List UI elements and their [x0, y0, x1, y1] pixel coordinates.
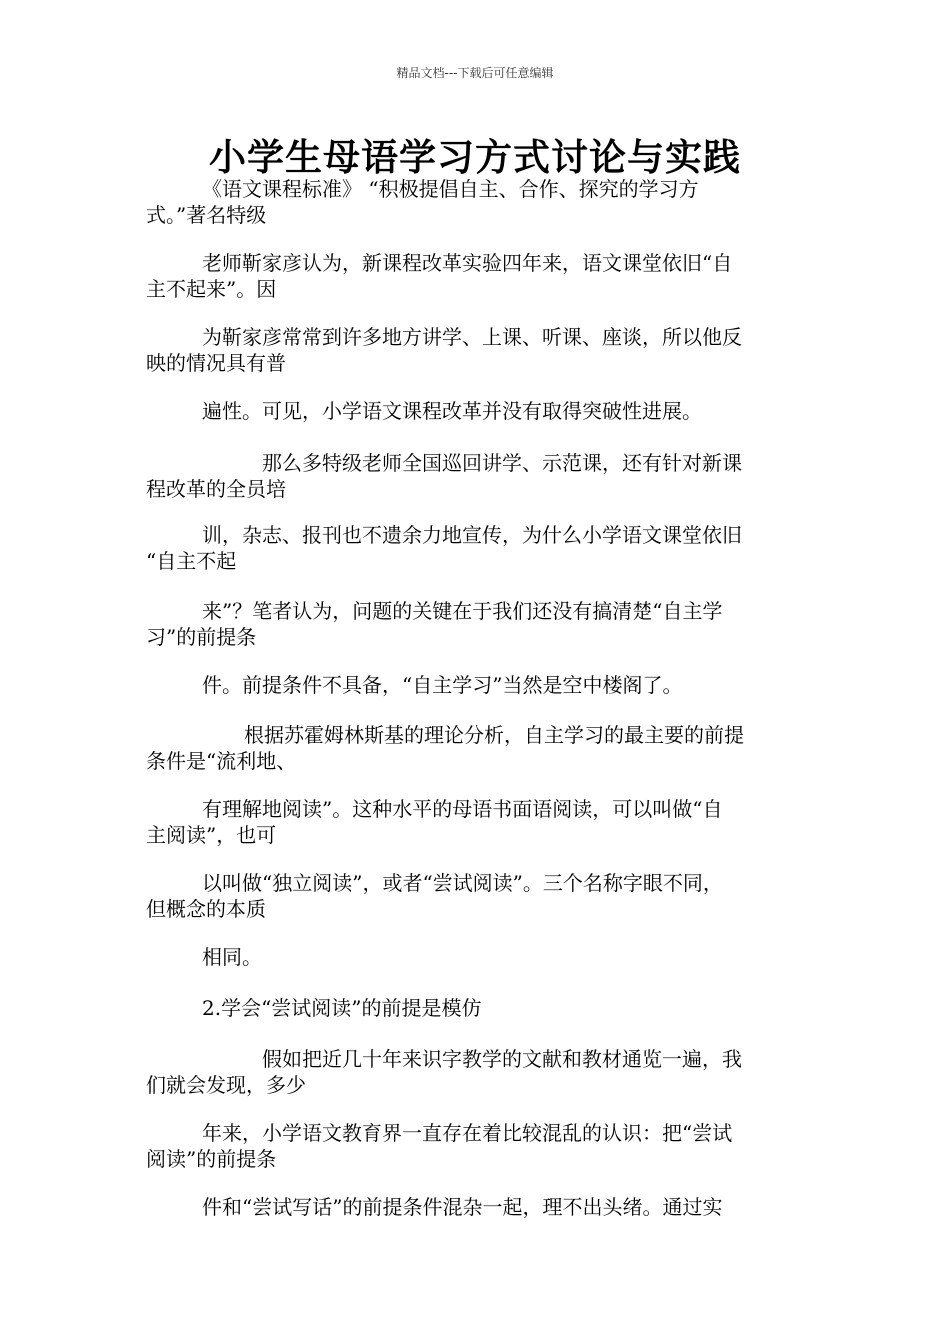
- paragraph-line: “自主不起: [146, 549, 237, 573]
- paragraph-line: 条件是“流利地、: [146, 749, 297, 773]
- paragraph-line: 《语文课程标准》 “积极提倡自主、合作、探究的学习方: [202, 177, 699, 201]
- paragraph: [146, 944, 816, 970]
- paragraph-line: 遍性。可见，小学语文课程改革并没有取得突破性进展。: [202, 399, 702, 423]
- paragraph-line: 习”的前提条: [146, 625, 257, 649]
- paragraph-line: 为靳家彦常常到许多地方讲学、上课、听课、座谈，所以他反: [202, 325, 742, 349]
- paragraph-line: 们就会发现，多少: [146, 1073, 306, 1097]
- paragraph: [146, 672, 816, 698]
- paragraph-line: 件和“尝试写话”的前提条件混杂一起，理不出头绪。通过实: [202, 1195, 723, 1219]
- paragraph-line: 那么多特级老师全国巡回讲学、示范课，还有针对新课: [262, 451, 742, 475]
- paragraph: [146, 796, 816, 848]
- paragraph: [146, 250, 816, 302]
- header-note: 精品文档---下载后可任意编辑: [396, 66, 554, 80]
- paragraph: [146, 398, 816, 424]
- paragraph: [146, 324, 816, 376]
- paragraph-line: 映的情况具有普: [146, 351, 286, 375]
- paragraph-line: 假如把近几十年来识字教学的文献和教材通览一遍，我: [262, 1047, 742, 1071]
- paragraph-line: 主不起来”。因: [146, 277, 277, 301]
- paragraph-line: 但概念的本质: [146, 897, 266, 921]
- paragraph-line: 程改革的全员培: [146, 477, 286, 501]
- paragraph: [146, 1120, 816, 1172]
- paragraph-line: 件。前提条件不具备，“自主学习”当然是空中楼阁了。: [202, 673, 683, 697]
- paragraph-line: 老师靳家彦认为，新课程改革实验四年来，语文课堂依旧“自: [202, 251, 733, 275]
- paragraph-line: 来”？笔者认为，问题的关键在于我们还没有搞清楚“自主学: [202, 599, 723, 623]
- paragraph-line: 相同。: [202, 945, 262, 969]
- paragraph: [146, 450, 816, 502]
- paragraph-line: 年来，小学语文教育界一直存在着比较混乱的认识：把“尝试: [202, 1121, 733, 1145]
- paragraph-line: 训，杂志、报刊也不遗余力地宣传，为什么小学语文课堂依旧: [202, 523, 742, 547]
- paragraph-line: 式。”著名特级: [146, 203, 267, 227]
- paragraph-line: 根据苏霍姆林斯基的理论分析，自主学习的最主要的前提: [244, 723, 744, 747]
- paragraph: [146, 722, 816, 774]
- document-title: 小学生母语学习方式讨论与实践: [209, 135, 741, 179]
- paragraph: [146, 1194, 816, 1220]
- paragraph: [146, 176, 816, 228]
- paragraph-line: 2.学会“尝试阅读”的前提是模仿: [202, 996, 482, 1020]
- paragraph: [146, 598, 816, 650]
- paragraph-line: 主阅读”，也可: [146, 823, 277, 847]
- paragraph: [146, 522, 816, 574]
- paragraph-line: 以叫做“独立阅读”，或者“尝试阅读”。三个名称字眼不同，: [202, 871, 723, 895]
- paragraph: [146, 1046, 816, 1098]
- paragraph: [146, 870, 816, 922]
- paragraph-line: 有理解地阅读”。这种水平的母语书面语阅读，可以叫做“自: [202, 797, 723, 821]
- paragraph-line: 阅读”的前提条: [146, 1147, 277, 1171]
- paragraph: [146, 995, 816, 1021]
